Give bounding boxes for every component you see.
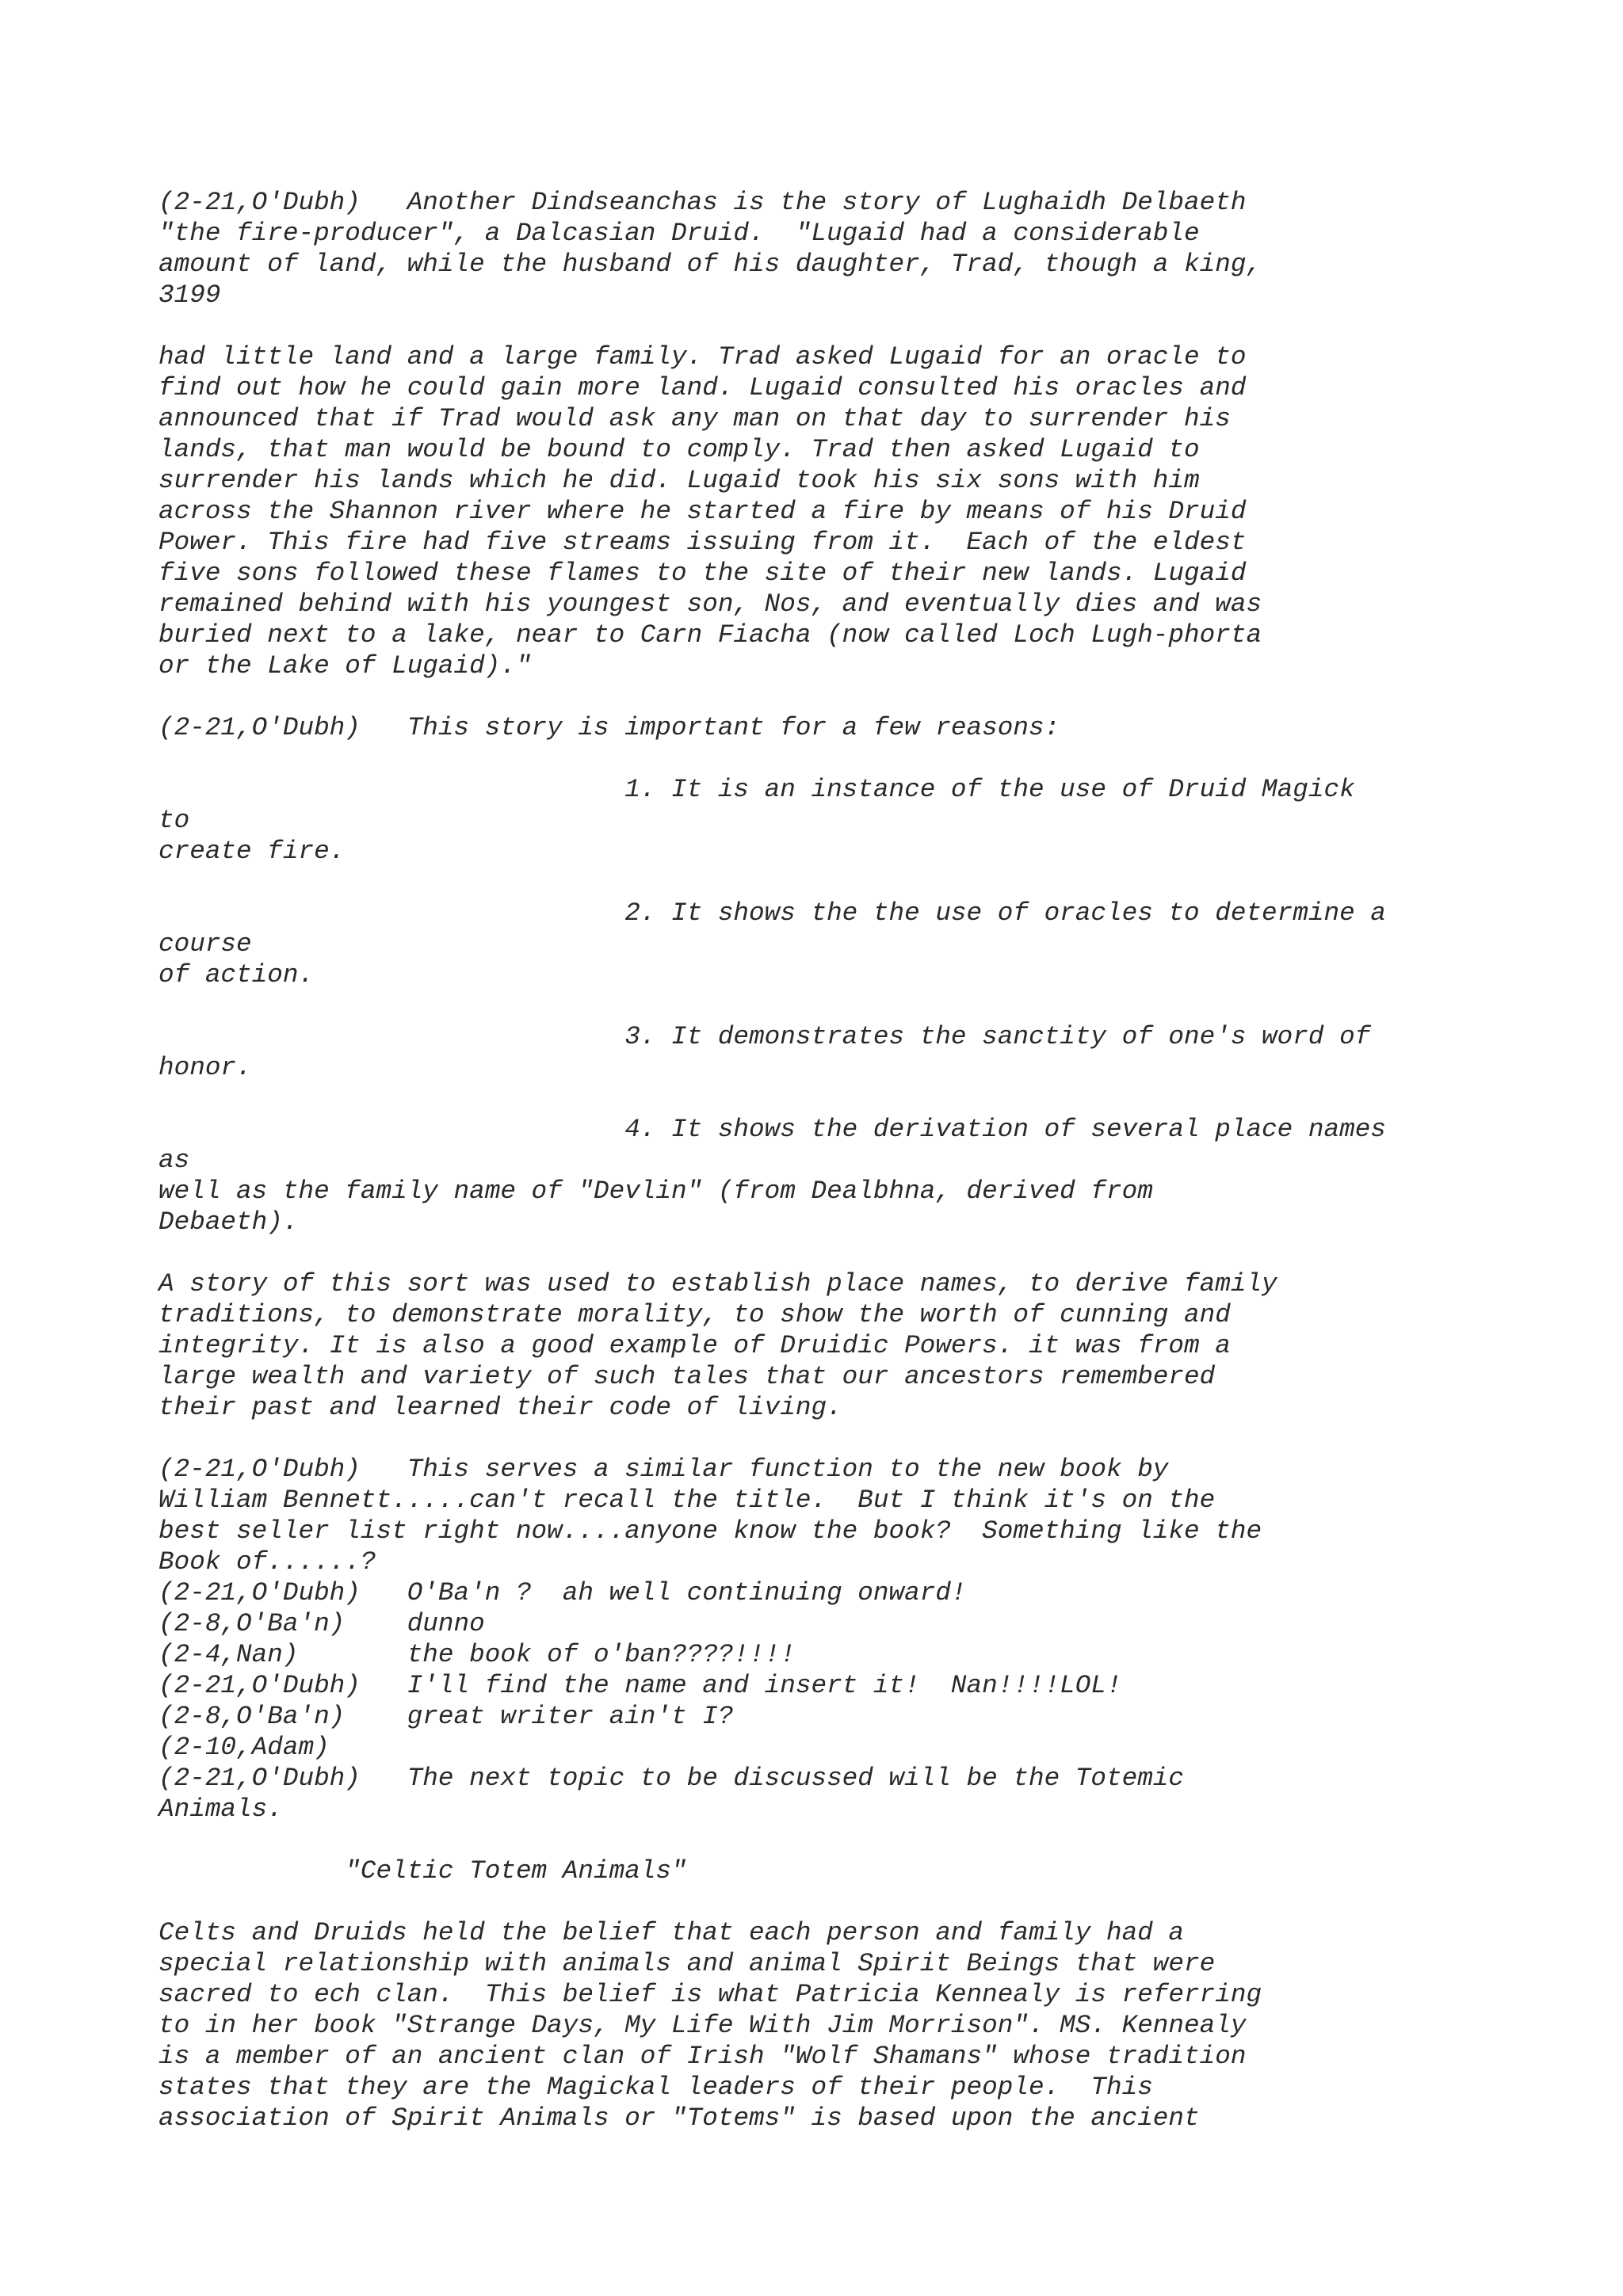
text-line: (2-21,O'Dubh) This story is important for a few reasons:	[158, 713, 1060, 742]
text-line: large wealth and variety of such tales that our ancestors remembered	[158, 1362, 1216, 1391]
text-line: well as the family name of "Devlin" (from Dealbhna, derived from	[158, 1177, 1153, 1206]
text-line: to in her book "Strange Days, My Life With Jim Morrison". MS. Kennealy	[158, 2011, 1247, 2040]
text-line: Celts and Druids held the belief that each person and family had a	[158, 1918, 1185, 1947]
text-line: states that they are the Magickal leaders of their people. This	[158, 2073, 1153, 2102]
text-line: Book of......?	[158, 1547, 376, 1577]
chat-line: (2-8,O'Ba'n) dunno	[158, 1609, 485, 1638]
chat-line: (2-8,O'Ba'n) great writer ain't I?	[158, 1702, 734, 1731]
text-line: William Bennett.....can't recall the title. But I think it's on the	[158, 1486, 1216, 1515]
chat-line: (2-21,O'Dubh) The next topic to be discussed will be the Totemic	[158, 1764, 1185, 1793]
text-line: remained behind with his youngest son, Nos, and eventually dies and was	[158, 589, 1262, 619]
text-line: lands, that man would be bound to comply. Trad then asked Lugaid to	[158, 435, 1200, 464]
text-line: of action.	[158, 960, 315, 990]
text-line: surrender his lands which he did. Lugaid took his six sons with him	[158, 466, 1200, 495]
text-line: Power. This fire had five streams issuing from it. Each of the eldest	[158, 528, 1247, 557]
text-line: create fire.	[158, 837, 346, 866]
text-line: amount of land, while the husband of his daughter, Trad, though a king,	[158, 250, 1262, 279]
text-line: buried next to a lake, near to Carn Fiacha (now called Loch Lugh-phorta	[158, 620, 1262, 650]
chat-line: (2-10,Adam)	[158, 1733, 330, 1762]
text-line: their past and learned their code of living.	[158, 1393, 842, 1422]
text-line: (2-21,O'Dubh) This serves a similar function to the new book by	[158, 1455, 1169, 1484]
text-line: had little land and a large family. Trad asked Lugaid for an oracle to	[158, 342, 1247, 372]
list-item: 2. It shows the the use of oracles to determine a	[158, 898, 1386, 928]
chat-line: (2-21,O'Dubh) O'Ba'n ? ah well continuing onward!	[158, 1578, 967, 1608]
text-line: announced that if Trad would ask any man on that day to surrender his	[158, 404, 1231, 433]
page-number: 3199	[158, 280, 221, 310]
text-line: five sons followed these flames to the site of their new lands. Lugaid	[158, 559, 1247, 588]
text-line: (2-21,O'Dubh) Another Dindseanchas is the story of Lughaidh Delbaeth	[158, 188, 1247, 217]
text-line: sacred to ech clan. This belief is what Patricia Kennealy is referring	[158, 1980, 1262, 2009]
text-line: association of Spirit Animals or "Totems" is based upon the ancient	[158, 2103, 1200, 2133]
list-item: 1. It is an instance of the use of Druid Magick	[158, 775, 1355, 804]
text-line: is a member of an ancient clan of Irish "Wolf Shamans" whose tradition	[158, 2042, 1247, 2071]
text-line: traditions, to demonstrate morality, to show the worth of cunning and	[158, 1300, 1231, 1329]
text-line: honor.	[158, 1053, 252, 1082]
text-line: Animals.	[158, 1794, 283, 1824]
text-line: or the Lake of Lugaid)."	[158, 651, 532, 681]
text-line: Debaeth).	[158, 1207, 299, 1237]
text-line: course	[158, 929, 252, 959]
text-line: to	[158, 806, 190, 835]
chat-line: (2-4,Nan) the book of o'ban????!!!!	[158, 1640, 796, 1669]
text-line: special relationship with animals and animal Spirit Beings that were	[158, 1949, 1216, 1978]
text-line: as	[158, 1146, 190, 1175]
text-line: find out how he could gain more land. Lugaid consulted his oracles and	[158, 373, 1247, 402]
text-line: A story of this sort was used to establish place names, to derive family	[158, 1269, 1277, 1299]
section-heading: "Celtic Totem Animals"	[158, 1856, 687, 1886]
text-line: "the fire-producer", a Dalcasian Druid. "Lugaid had a considerable	[158, 219, 1200, 248]
list-item: 4. It shows the derivation of several place names	[158, 1115, 1386, 1144]
chat-line: (2-21,O'Dubh) I'll find the name and insert it! Nan!!!!LOL!	[158, 1671, 1122, 1700]
text-line: integrity. It is also a good example of Druidic Powers. it was from a	[158, 1331, 1231, 1360]
text-line: across the Shannon river where he started a fire by means of his Druid	[158, 497, 1247, 526]
text-line: best seller list right now....anyone know the book? Something like the	[158, 1516, 1262, 1546]
list-item: 3. It demonstrates the sanctity of one's word of	[158, 1022, 1371, 1051]
